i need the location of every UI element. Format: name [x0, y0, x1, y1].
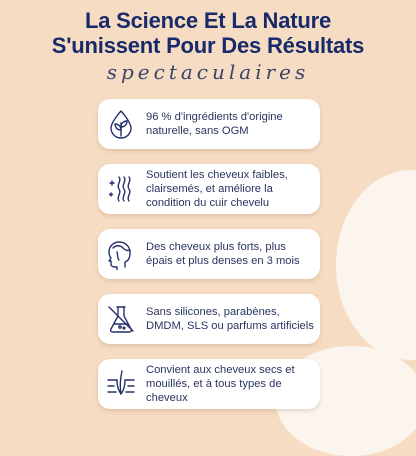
- page-subtitle: spectaculaires: [106, 60, 310, 84]
- head-hair-icon: [104, 237, 138, 271]
- benefit-card: [98, 294, 320, 344]
- benefit-text: Sans silicones, parabènes, DMDM, SLS ou parfums artificiels: [146, 306, 314, 332]
- sparkle-hair-icon: [104, 172, 138, 206]
- title-line-1: La Science Et La Nature: [84, 8, 332, 33]
- benefit-card: [98, 229, 320, 279]
- benefit-card: [98, 359, 320, 409]
- benefit-text: Soutient les cheveux faibles, clairsemés, et améliore la condition du cuir chevelu: [146, 169, 288, 209]
- benefits-list: [98, 99, 320, 424]
- flask-no-chemicals-icon: [104, 302, 138, 336]
- benefit-card: [98, 164, 320, 214]
- benefit-text: Des cheveux plus forts, plus épais et plus denses en 3 mois: [146, 241, 300, 267]
- title-line-2: S'unissent Pour Des Résultats: [51, 33, 365, 58]
- benefit-text: 96 % d'ingrédients d'origine naturelle, sans OGM: [146, 111, 283, 137]
- decorative-blob: [336, 170, 416, 360]
- benefit-card: [98, 99, 320, 149]
- benefit-text: Convient aux cheveux secs et mouillés, et à tous types de cheveux: [146, 364, 295, 404]
- hair-follicle-icon: [104, 367, 138, 401]
- plant-drop-icon: [104, 107, 138, 141]
- page-title: [0, 8, 416, 58]
